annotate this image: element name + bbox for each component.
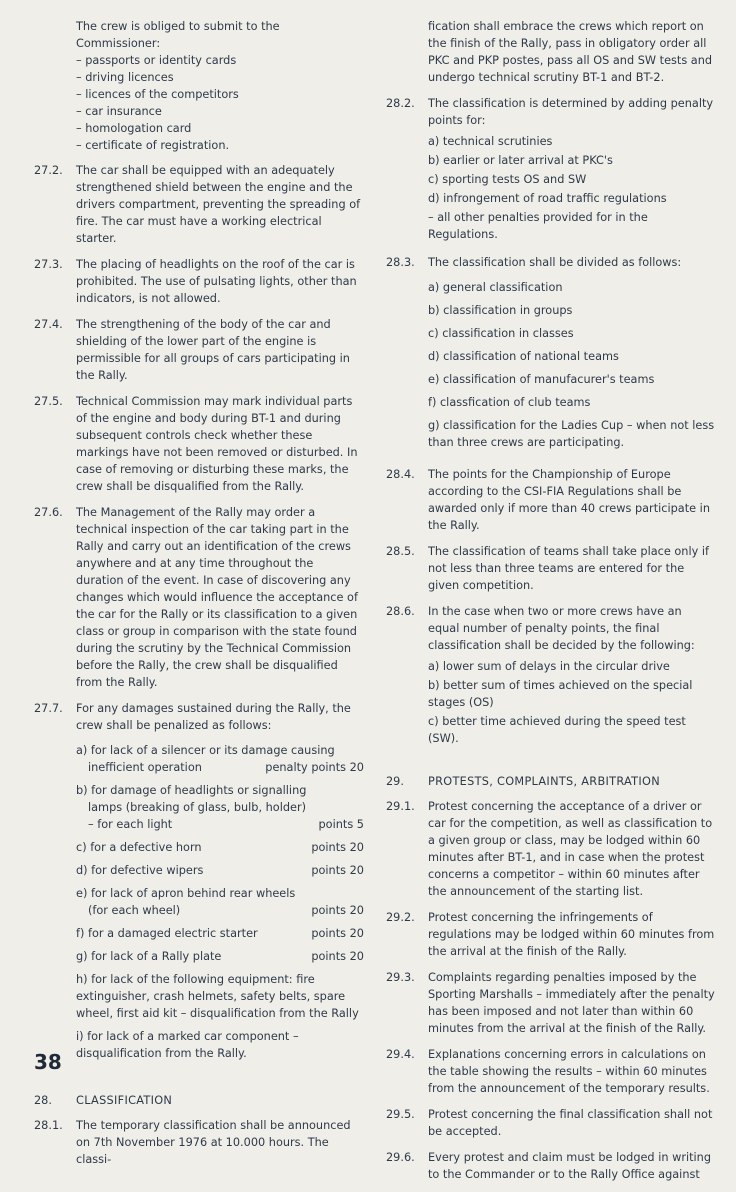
article-number: 29.4.	[386, 1048, 415, 1061]
list-item: a) general classification	[428, 281, 563, 294]
article-28-1-continued	[386, 18, 716, 86]
article-text: fication shall embrace the crews which report on the finish of the Rally, pass in obligatory order all PKC and PKP postes, pass all OS and SW tests and undergo technical scrutiny BT-1 and BT-2.	[428, 20, 713, 84]
penalty-points: points 20	[311, 950, 364, 963]
section-title: PROTESTS, COMPLAINTS, ARBITRATION	[428, 775, 660, 788]
article-28-1	[34, 1117, 364, 1168]
crew-documents-heading: The crew is obliged to submit to the Commissioner:	[76, 20, 280, 50]
article-text: The strengthening of the body of the car and shielding of the lower part of the engine is permissible for all groups of cars participating in the Rally.	[76, 318, 350, 382]
penalty-points: points 20	[311, 841, 364, 854]
penalty-item-g: g) for lack of a Rally plate points 20	[76, 950, 364, 963]
penalty-list	[76, 742, 364, 1062]
article-number: 28.4.	[386, 468, 415, 481]
penalty-item-b: b) for damage of headlights or signalling lamps (breaking of glass, bulb, holder) – for each light points 5	[76, 784, 364, 831]
article-number: 27.3.	[34, 258, 63, 271]
article-text: Every protest and claim must be lodged in writing to the Commander or to the Rally Office against	[428, 1151, 712, 1181]
article-27-5	[34, 393, 364, 495]
article-number: 28.3.	[386, 256, 415, 269]
list-item: a) technical scrutinies	[428, 135, 553, 148]
penalty-item-i: i) for lack of a marked car component – disqualification from the Rally.	[76, 1030, 299, 1060]
penalty-points: points 20	[311, 904, 364, 917]
article-number: 29.2.	[386, 911, 415, 924]
article-number: 28.6.	[386, 605, 415, 618]
article-number: 28.2.	[386, 97, 415, 110]
penalty-item-f: f) for a damaged electric starter points 20	[76, 927, 364, 940]
penalty-points: points 20	[311, 864, 364, 877]
article-number: 27.6.	[34, 506, 63, 519]
article-28-6	[386, 603, 716, 749]
article-text: The temporary classification shall be announced on 7th November 1976 at 10.000 hours. The classi-	[76, 1119, 351, 1166]
right-column	[386, 18, 716, 1192]
article-number: 29.3.	[386, 971, 415, 984]
penalty-item-c: c) for a defective horn points 20	[76, 841, 364, 854]
article-text: In the case when two or more crews have an equal number of penalty points, the final classification shall be decided by the following:	[428, 605, 695, 652]
section-number: 28.	[34, 1094, 52, 1107]
list-item: b) earlier or later arrival at PKC's	[428, 154, 613, 167]
page-number: 38	[34, 1050, 62, 1074]
list-item: f) classfication of club teams	[428, 396, 591, 409]
article-27-7	[34, 700, 364, 1068]
penalty-item-e: e) for lack of apron behind rear wheels (for each wheel) points 20	[76, 887, 364, 917]
article-number: 29.6.	[386, 1151, 415, 1164]
article-number: 27.2.	[34, 164, 63, 177]
article-text: Protest concerning the infringements of regulations may be lodged within 60 minutes from the arrival at the finish of the Rally.	[428, 911, 715, 958]
article-28-2	[386, 95, 716, 245]
list-item: e) classification of manufacurer's teams	[428, 373, 655, 386]
list-item: c) sporting tests OS and SW	[428, 173, 587, 186]
list-item: c) classification in classes	[428, 327, 574, 340]
article-27-3	[34, 256, 364, 307]
list-item: – car insurance	[76, 105, 162, 118]
penalty-points: points 20	[311, 927, 364, 940]
article-text: The points for the Championship of Europe according to the CSI-FIA Regulations shall be awarded only if more than 40 crews participate in the Rally.	[428, 468, 710, 532]
article-text: Protest concerning the acceptance of a driver or car for the competition, as well as classification to a given group or class, may be lodged within 60 minutes after BT-1, and in case when the protest concerns a competitor – within 60 minutes after the announcement of the starting list.	[428, 800, 713, 898]
article-29-4	[386, 1046, 716, 1097]
article-text: The classification is determined by adding penalty points for:	[428, 97, 714, 127]
list-item: g) classification for the Ladies Cup – when not less than three crews are participating.	[428, 419, 715, 449]
penalty-points: penalty points 20	[265, 761, 364, 774]
article-28-5	[386, 543, 716, 594]
penalty-item-a: a) for lack of a silencer or its damage causing inefficient operation penalty points 20	[76, 744, 364, 774]
penalty-item-d: d) for defective wipers points 20	[76, 864, 364, 877]
article-27-6	[34, 504, 364, 691]
article-text: For any damages sustained during the Rally, the crew shall be penalized as follows:	[76, 702, 351, 732]
article-text: The car shall be equipped with an adequately strengthened shield between the engine and the drivers compartment, preventing the spreading of fire. The car must have a working electrical starter.	[76, 164, 361, 245]
list-item: – homologation card	[76, 122, 192, 135]
list-item: d) infrongement of road traffic regulations	[428, 192, 667, 205]
article-28-3	[386, 254, 716, 457]
section-28-heading	[34, 1094, 364, 1107]
section-29-heading	[386, 775, 716, 788]
article-text: The placing of headlights on the roof of the car is prohibited. The use of pulsating lights, other than indicators, is not allowed.	[76, 258, 357, 305]
list-item: – all other penalties provided for in the Regulations.	[428, 211, 648, 241]
article-text: Protest concerning the final classification shall not be accepted.	[428, 1108, 713, 1138]
list-item: c) better time achieved during the speed test (SW).	[428, 715, 686, 745]
list-item: b) better sum of times achieved on the special stages (OS)	[428, 679, 693, 709]
list-item: – passports or identity cards	[76, 54, 237, 67]
article-29-1	[386, 798, 716, 900]
article-text: The classification shall be divided as follows:	[428, 256, 682, 269]
article-27-4	[34, 316, 364, 384]
section-number: 29.	[386, 775, 404, 788]
article-number: 27.7.	[34, 702, 63, 715]
penalty-points: points 5	[318, 818, 364, 831]
left-column	[34, 18, 364, 1177]
article-29-3	[386, 969, 716, 1037]
list-item: d) classification of national teams	[428, 350, 619, 363]
list-item: a) lower sum of delays in the circular drive	[428, 660, 670, 673]
article-28-4	[386, 466, 716, 534]
tiebreak-list	[428, 658, 716, 747]
article-29-5	[386, 1106, 716, 1140]
penalty-item-h: h) for lack of the following equipment: fire extinguisher, crash helmets, safety belts, spare wheel, first aid kit – disqualification from the Rally	[76, 973, 359, 1020]
article-number: 28.1.	[34, 1119, 63, 1132]
article-27-2	[34, 162, 364, 247]
section-title: CLASSIFICATION	[76, 1094, 173, 1107]
article-text: The classification of teams shall take place only if not less than three teams are entered for the given competition.	[428, 545, 709, 592]
crew-documents-list	[76, 52, 364, 154]
penalty-sources-list	[428, 133, 716, 243]
article-number: 29.1.	[386, 800, 415, 813]
crew-documents-block	[76, 18, 364, 154]
list-item: – licences of the competitors	[76, 88, 239, 101]
article-29-6	[386, 1149, 716, 1183]
list-item: – certificate of registration.	[76, 139, 230, 152]
article-text: The Management of the Rally may order a technical inspection of the car taking part in the Rally and carry out an identification of the crews anywhere and at any time throughout the duration of the event. In case of discovering any changes which would influence the acceptance of the car for the Rally or its classification to a given class or group in comparison with the state found during the scrutiny by the Technical Commission before the Rally, the crew shall be disqualified from the Rally.	[76, 506, 358, 689]
article-number: 28.5.	[386, 545, 415, 558]
list-item: – driving licences	[76, 71, 174, 84]
article-number: 27.4.	[34, 318, 63, 331]
article-29-2	[386, 909, 716, 960]
article-text: Complaints regarding penalties imposed by the Sporting Marshalls – immediately after the penalty has been imposed and not later than within 60 minutes from the arrival at the finish of the Rally.	[428, 971, 715, 1035]
article-text: Technical Commission may mark individual parts of the engine and body during BT-1 and during subsequent controls check whether these markings have not been removed or disturbed. In case of removing or disturbing these marks, the crew shall be disqualified from the Rally.	[76, 395, 358, 493]
list-item: b) classification in groups	[428, 304, 573, 317]
article-number: 27.5.	[34, 395, 63, 408]
article-number: 29.5.	[386, 1108, 415, 1121]
classification-list	[428, 279, 716, 451]
article-text: Explanations concerning errors in calculations on the table showing the results – within 60 minutes from the announcement of the temporary results.	[428, 1048, 710, 1095]
